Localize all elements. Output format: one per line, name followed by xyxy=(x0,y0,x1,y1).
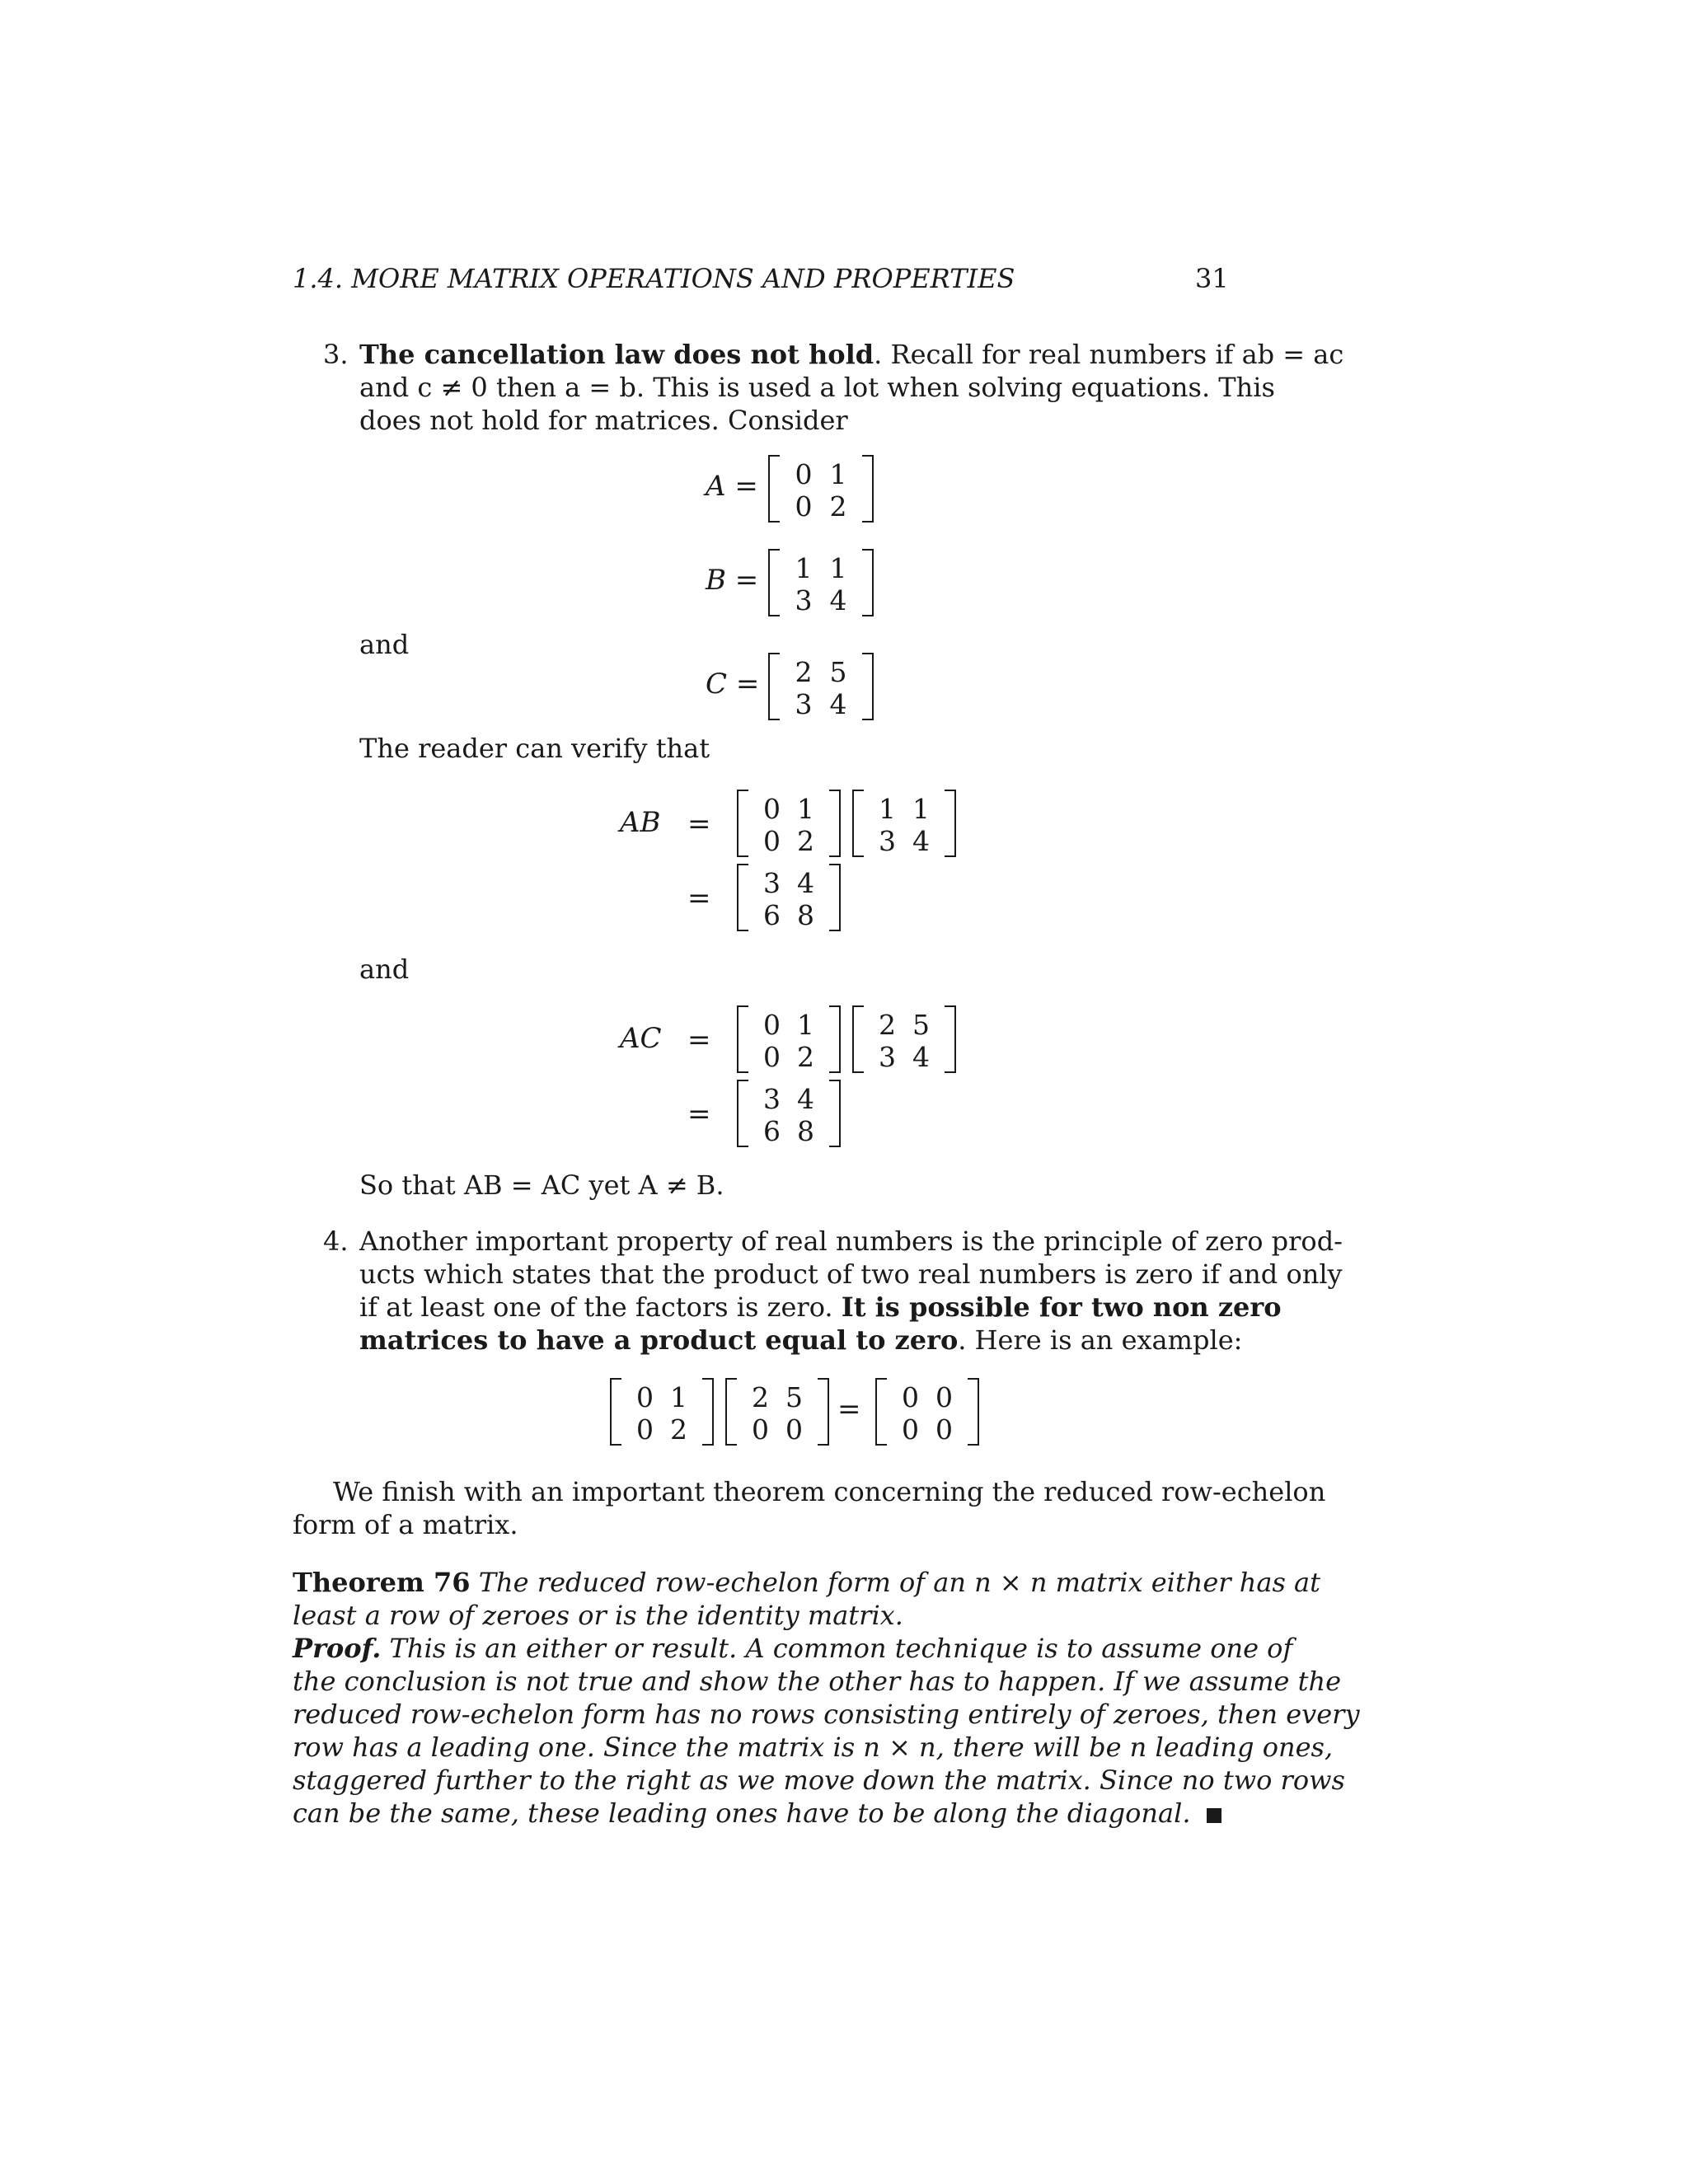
matrix-cell: 3 xyxy=(879,1041,896,1073)
matrix-cell: 3 xyxy=(795,584,813,616)
matrix-cell: 2 xyxy=(670,1413,687,1446)
proof-line-4: row has a leading one. Since the matrix is n × n, there will be n leading ones, xyxy=(293,1732,1334,1763)
and-text-2: and xyxy=(359,954,410,985)
item-3-number: 3. xyxy=(323,339,349,370)
matrix-cell: 2 xyxy=(829,490,847,523)
matrix-cell: 6 xyxy=(763,1115,781,1147)
item-4-line-3-bold: It is possible for two non zero xyxy=(841,1291,1282,1323)
item-3-title: The cancellation law does not hold xyxy=(359,339,874,370)
proof-line-3: reduced row-echelon form has no rows consisting entirely of zeroes, then every xyxy=(293,1699,1360,1730)
matrix-cell: 6 xyxy=(763,899,781,931)
matrix-cell: 0 xyxy=(902,1381,919,1413)
matrix-cell: 4 xyxy=(912,825,930,857)
matrix-cell: 0 xyxy=(752,1413,769,1446)
finish-line-1: We finish with an important theorem concerning the reduced row-echelon xyxy=(333,1476,1326,1507)
matrix-cell: 2 xyxy=(795,656,813,688)
theorem-line-2: least a row of zeroes or is the identity matrix. xyxy=(293,1600,903,1631)
ac-label: AC xyxy=(620,1022,662,1055)
matrix-cell: 0 xyxy=(636,1413,654,1446)
matrix-cell: 4 xyxy=(912,1041,930,1073)
matrix-cell: 0 xyxy=(795,458,813,490)
and-text-1: and xyxy=(359,629,410,660)
matrix-cell: 2 xyxy=(879,1009,896,1041)
matrix-cell: 0 xyxy=(636,1381,654,1413)
ab-left-matrix xyxy=(737,790,841,857)
matrix-a-label: A = xyxy=(706,470,758,503)
matrix-cell: 5 xyxy=(829,656,847,688)
matrix-cell: 1 xyxy=(879,793,896,825)
proof-label: Proof. xyxy=(293,1633,382,1664)
ac-left-matrix xyxy=(737,1005,841,1073)
proof-line-6-text: can be the same, these leading ones have to be along the diagonal. xyxy=(293,1797,1191,1829)
matrix-cell: 1 xyxy=(829,458,847,490)
matrix-cell: 0 xyxy=(763,793,781,825)
matrix-cell: 0 xyxy=(795,490,813,523)
item-4-number: 4. xyxy=(323,1226,349,1257)
matrix-cell: 4 xyxy=(797,1083,814,1115)
theorem-line-1 xyxy=(293,1566,1320,1599)
ac-result-matrix xyxy=(737,1080,841,1147)
equals-sign: = xyxy=(837,1393,861,1426)
matrix-cell: 0 xyxy=(785,1413,803,1446)
item-4-line-4-bold: matrices to have a product equal to zero xyxy=(359,1324,959,1356)
item-3-line-3: does not hold for matrices. Consider xyxy=(359,405,848,436)
matrix-b xyxy=(768,549,874,616)
item-3-line-1 xyxy=(359,338,1344,371)
matrix-cell: 1 xyxy=(797,1009,814,1041)
item-4-line-1: Another important property of real numbers is the principle of zero prod- xyxy=(359,1226,1343,1257)
equals-sign: = xyxy=(687,1024,711,1057)
proof-line-6 xyxy=(293,1797,1221,1830)
item-4-line-2: ucts which states that the product of two real numbers is zero if and only xyxy=(359,1258,1343,1290)
equals-sign: = xyxy=(687,1098,711,1131)
matrix-cell: 3 xyxy=(763,867,781,899)
matrix-b-label: B = xyxy=(706,564,759,597)
matrix-cell: 1 xyxy=(797,793,814,825)
matrix-cell: 0 xyxy=(763,825,781,857)
matrix-cell: 8 xyxy=(797,1115,814,1147)
matrix-cell: 2 xyxy=(797,1041,814,1073)
matrix-cell: 5 xyxy=(785,1381,803,1413)
ab-label: AB xyxy=(620,806,661,839)
finish-line-2: form of a matrix. xyxy=(293,1509,518,1540)
matrix-cell: 0 xyxy=(935,1413,953,1446)
matrix-cell: 0 xyxy=(763,1041,781,1073)
item-4-line-4 xyxy=(359,1324,1242,1357)
item-4-line-3 xyxy=(359,1291,1282,1324)
qed-square-icon xyxy=(1207,1808,1221,1823)
example-right-matrix xyxy=(725,1378,829,1446)
ab-result-matrix xyxy=(737,864,841,931)
so-that-text: So that AB = AC yet A ≠ B. xyxy=(359,1169,724,1201)
theorem-line-1-rest: The reduced row-echelon form of an n × n matrix either has at xyxy=(470,1567,1320,1598)
matrix-a xyxy=(768,455,874,523)
equals-sign: = xyxy=(687,808,711,841)
item-3-line-1-rest: . Recall for real numbers if ab = ac xyxy=(874,339,1344,370)
matrix-cell: 4 xyxy=(797,867,814,899)
verify-text: The reader can verify that xyxy=(359,733,710,764)
matrix-cell: 0 xyxy=(902,1413,919,1446)
matrix-cell: 3 xyxy=(795,688,813,720)
proof-line-5: staggered further to the right as we move down the matrix. Since no two rows xyxy=(293,1765,1345,1796)
matrix-cell: 3 xyxy=(763,1083,781,1115)
item-3-line-2: and c ≠ 0 then a = b. This is used a lot when solving equations. This xyxy=(359,372,1275,403)
item-4-line-3-plain: if at least one of the factors is zero. xyxy=(359,1291,842,1323)
matrix-cell: 8 xyxy=(797,899,814,931)
matrix-cell: 1 xyxy=(912,793,930,825)
matrix-c-label: C = xyxy=(706,668,760,701)
proof-line-2: the conclusion is not true and show the other has to happen. If we assume the xyxy=(293,1666,1342,1697)
proof-line-1-rest: This is an either or result. A common technique is to assume one of xyxy=(381,1633,1293,1664)
example-result-matrix xyxy=(875,1378,979,1446)
matrix-cell: 2 xyxy=(797,825,814,857)
proof-line-1 xyxy=(293,1632,1292,1665)
item-4-line-4-rest: . Here is an example: xyxy=(958,1324,1243,1356)
ab-right-matrix xyxy=(852,790,956,857)
matrix-cell: 5 xyxy=(912,1009,930,1041)
page-number: 31 xyxy=(1195,263,1229,294)
equals-sign: = xyxy=(687,882,711,915)
matrix-cell: 4 xyxy=(829,584,847,616)
matrix-cell: 0 xyxy=(763,1009,781,1041)
running-header: 1.4. MORE MATRIX OPERATIONS AND PROPERTIES xyxy=(293,263,1015,294)
example-left-matrix xyxy=(610,1378,714,1446)
matrix-cell: 4 xyxy=(829,688,847,720)
matrix-c xyxy=(768,653,874,720)
matrix-cell: 1 xyxy=(795,552,813,584)
matrix-cell: 0 xyxy=(935,1381,953,1413)
matrix-cell: 3 xyxy=(879,825,896,857)
theorem-label: Theorem 76 xyxy=(293,1567,471,1598)
matrix-cell: 2 xyxy=(752,1381,769,1413)
matrix-cell: 1 xyxy=(829,552,847,584)
matrix-cell: 1 xyxy=(670,1381,687,1413)
ac-right-matrix xyxy=(852,1005,956,1073)
